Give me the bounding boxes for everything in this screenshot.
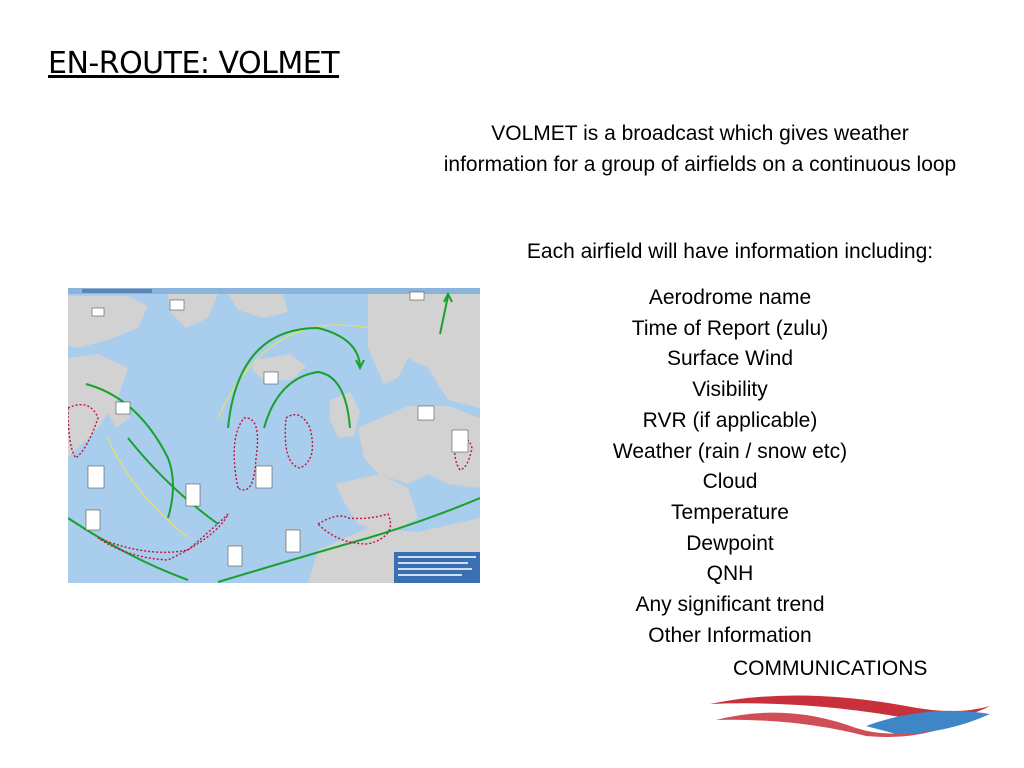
list-item: Other Information <box>648 623 812 647</box>
footer-label: COMMUNICATIONS <box>733 657 928 680</box>
list-item: Visibility <box>692 378 768 402</box>
list-item: Time of Report (zulu) <box>631 316 829 340</box>
list-item: Cloud <box>702 470 758 494</box>
list-item: Weather (rain / snow etc) <box>612 439 848 463</box>
information-list <box>560 283 900 651</box>
items-heading: Each airfield will have information including: <box>526 240 934 263</box>
list-item: Aerodrome name <box>648 286 812 309</box>
list-item: RVR (if applicable) <box>642 408 818 432</box>
slide-title: EN-ROUTE: VOLMET <box>48 46 340 81</box>
logo-swoosh <box>706 690 996 746</box>
list-item: QNH <box>706 562 754 586</box>
list-item: Surface Wind <box>666 347 794 371</box>
weather-chart-image <box>68 288 480 583</box>
list-item: Temperature <box>671 500 789 524</box>
list-item: Dewpoint <box>686 531 774 555</box>
list-item: Any significant trend <box>635 593 825 617</box>
intro-text: VOLMET is a broadcast which gives weather information for a group of airfields on a continuous loop <box>443 122 957 176</box>
